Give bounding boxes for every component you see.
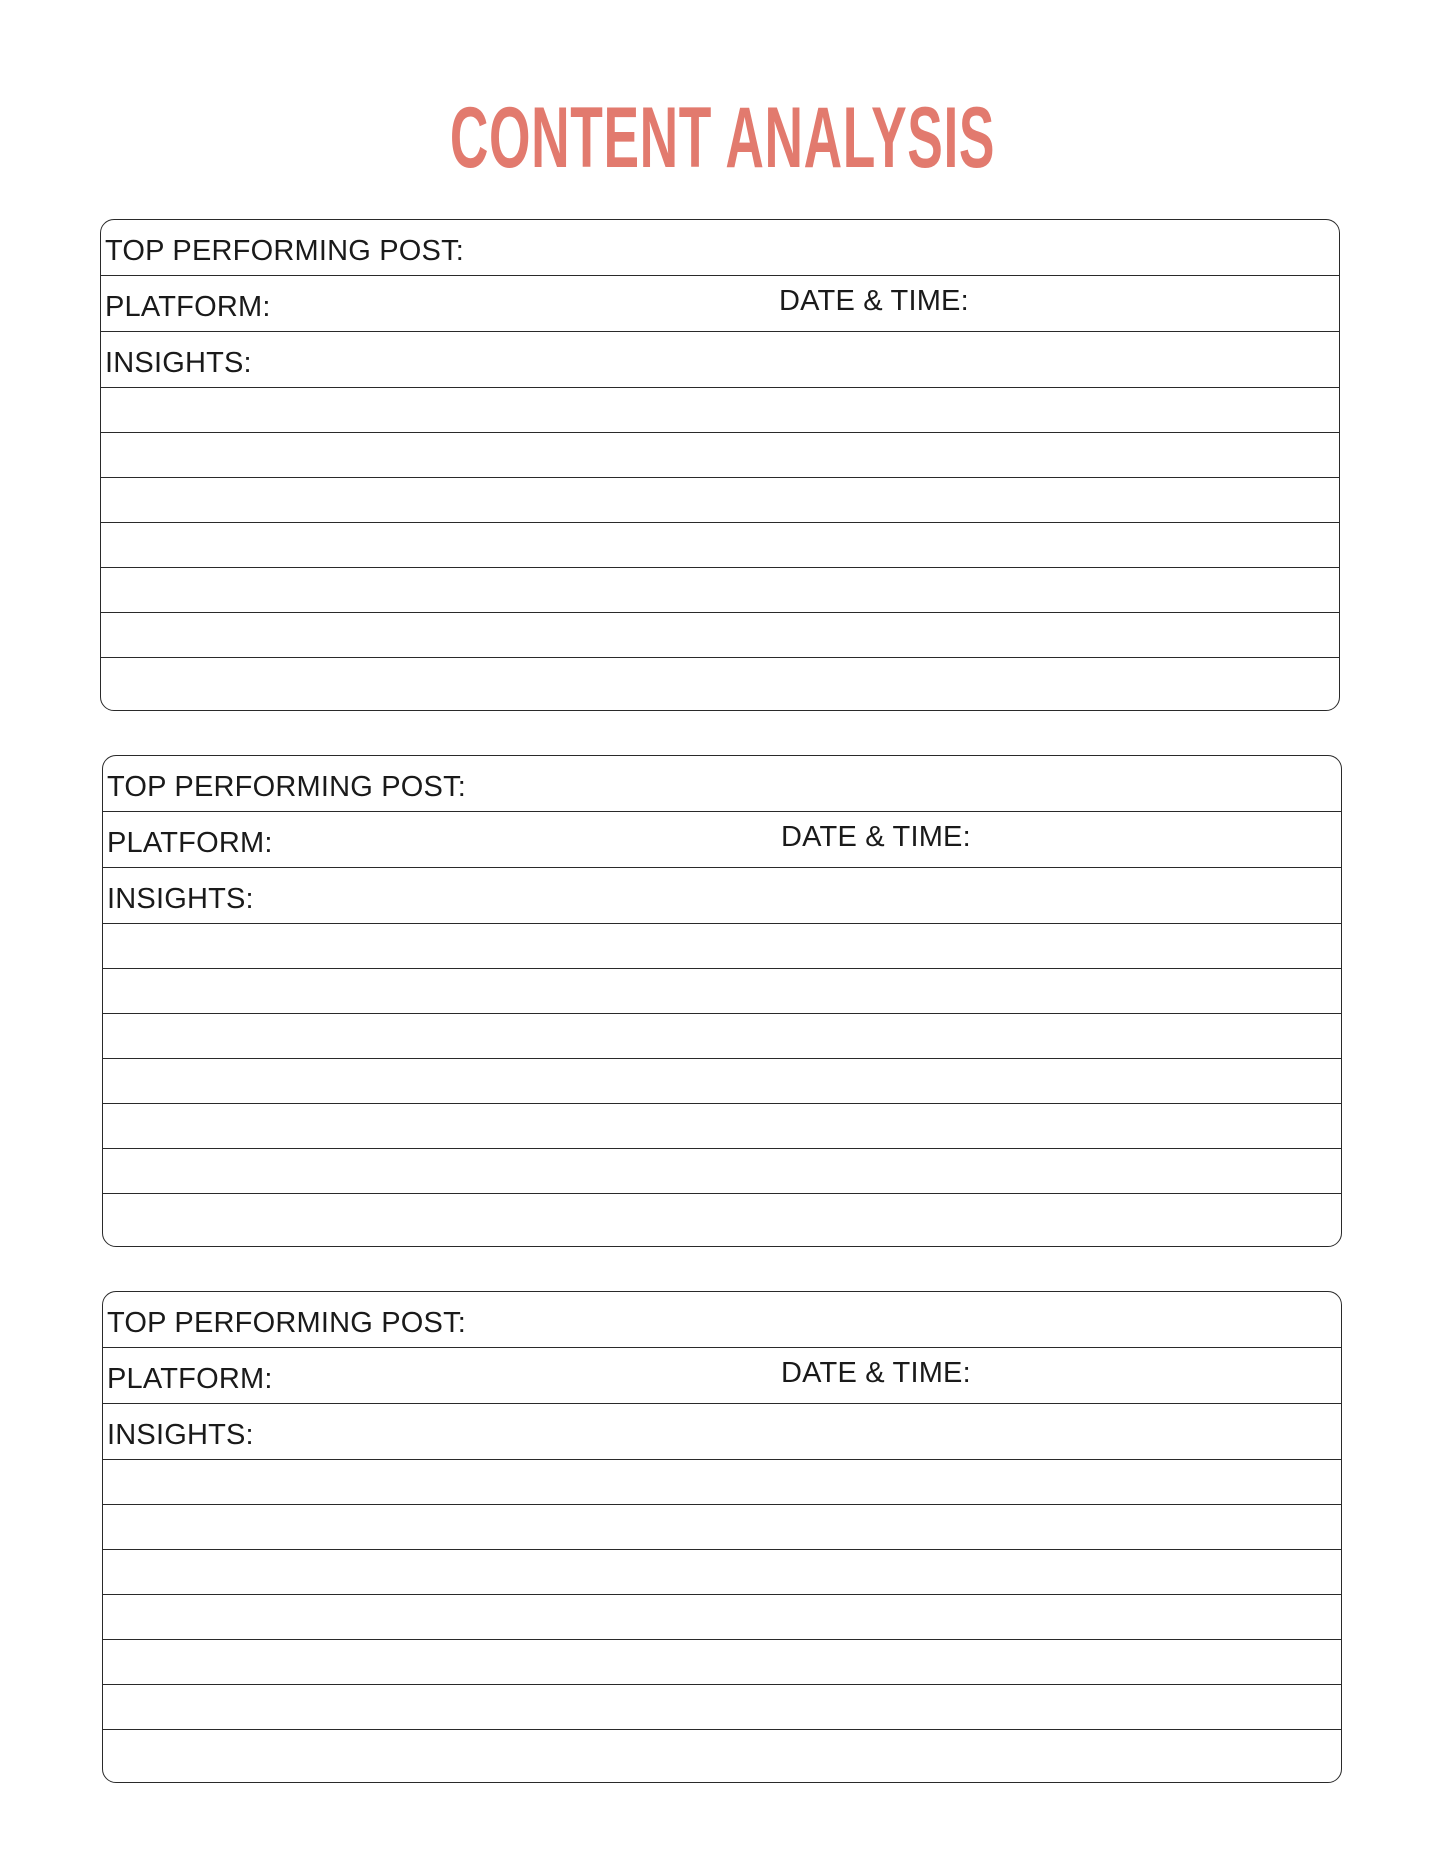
insights-line[interactable] <box>103 1194 1341 1247</box>
top-performing-post-label: TOP PERFORMING POST: <box>107 771 467 803</box>
insights-line[interactable] <box>103 1059 1341 1104</box>
insights-line[interactable] <box>103 1730 1341 1783</box>
insights-line[interactable] <box>101 388 1339 433</box>
platform-label: PLATFORM: <box>107 827 273 859</box>
insights-line[interactable] <box>103 1460 1341 1505</box>
insights-label: INSIGHTS: <box>105 347 252 379</box>
insights-row[interactable] <box>103 1404 1341 1460</box>
insights-line[interactable] <box>101 433 1339 478</box>
top-performing-post-label: TOP PERFORMING POST: <box>107 1307 467 1339</box>
insights-label: INSIGHTS: <box>107 883 254 915</box>
analysis-card-3 <box>102 1291 1342 1783</box>
insights-line[interactable] <box>103 1640 1341 1685</box>
insights-row[interactable] <box>103 868 1341 924</box>
insights-line[interactable] <box>103 1505 1341 1550</box>
insights-line[interactable] <box>103 969 1341 1014</box>
insights-line[interactable] <box>101 478 1339 523</box>
insights-line[interactable] <box>101 613 1339 658</box>
platform-date-row[interactable] <box>101 276 1339 332</box>
platform-date-row[interactable] <box>103 812 1341 868</box>
insights-line[interactable] <box>103 1014 1341 1059</box>
insights-row[interactable] <box>101 332 1339 388</box>
top-performing-post-row[interactable] <box>101 220 1339 276</box>
top-performing-post-row[interactable] <box>103 1292 1341 1348</box>
platform-label: PLATFORM: <box>107 1363 273 1395</box>
insights-line[interactable] <box>103 1595 1341 1640</box>
insights-line[interactable] <box>103 1149 1341 1194</box>
date-time-label: DATE & TIME: <box>781 821 971 853</box>
page-title: CONTENT ANALYSIS <box>449 90 996 186</box>
date-time-label: DATE & TIME: <box>779 285 969 317</box>
top-performing-post-row[interactable] <box>103 756 1341 812</box>
insights-line[interactable] <box>103 1550 1341 1595</box>
insights-line[interactable] <box>101 568 1339 613</box>
insights-line[interactable] <box>103 924 1341 969</box>
date-time-label: DATE & TIME: <box>781 1357 971 1389</box>
platform-date-row[interactable] <box>103 1348 1341 1404</box>
insights-label: INSIGHTS: <box>107 1419 254 1451</box>
platform-label: PLATFORM: <box>105 291 271 323</box>
top-performing-post-label: TOP PERFORMING POST: <box>105 235 465 267</box>
insights-line[interactable] <box>103 1104 1341 1149</box>
analysis-card-2 <box>102 755 1342 1247</box>
insights-line[interactable] <box>103 1685 1341 1730</box>
insights-line[interactable] <box>101 523 1339 568</box>
analysis-card-1 <box>100 219 1340 711</box>
insights-line[interactable] <box>101 658 1339 711</box>
